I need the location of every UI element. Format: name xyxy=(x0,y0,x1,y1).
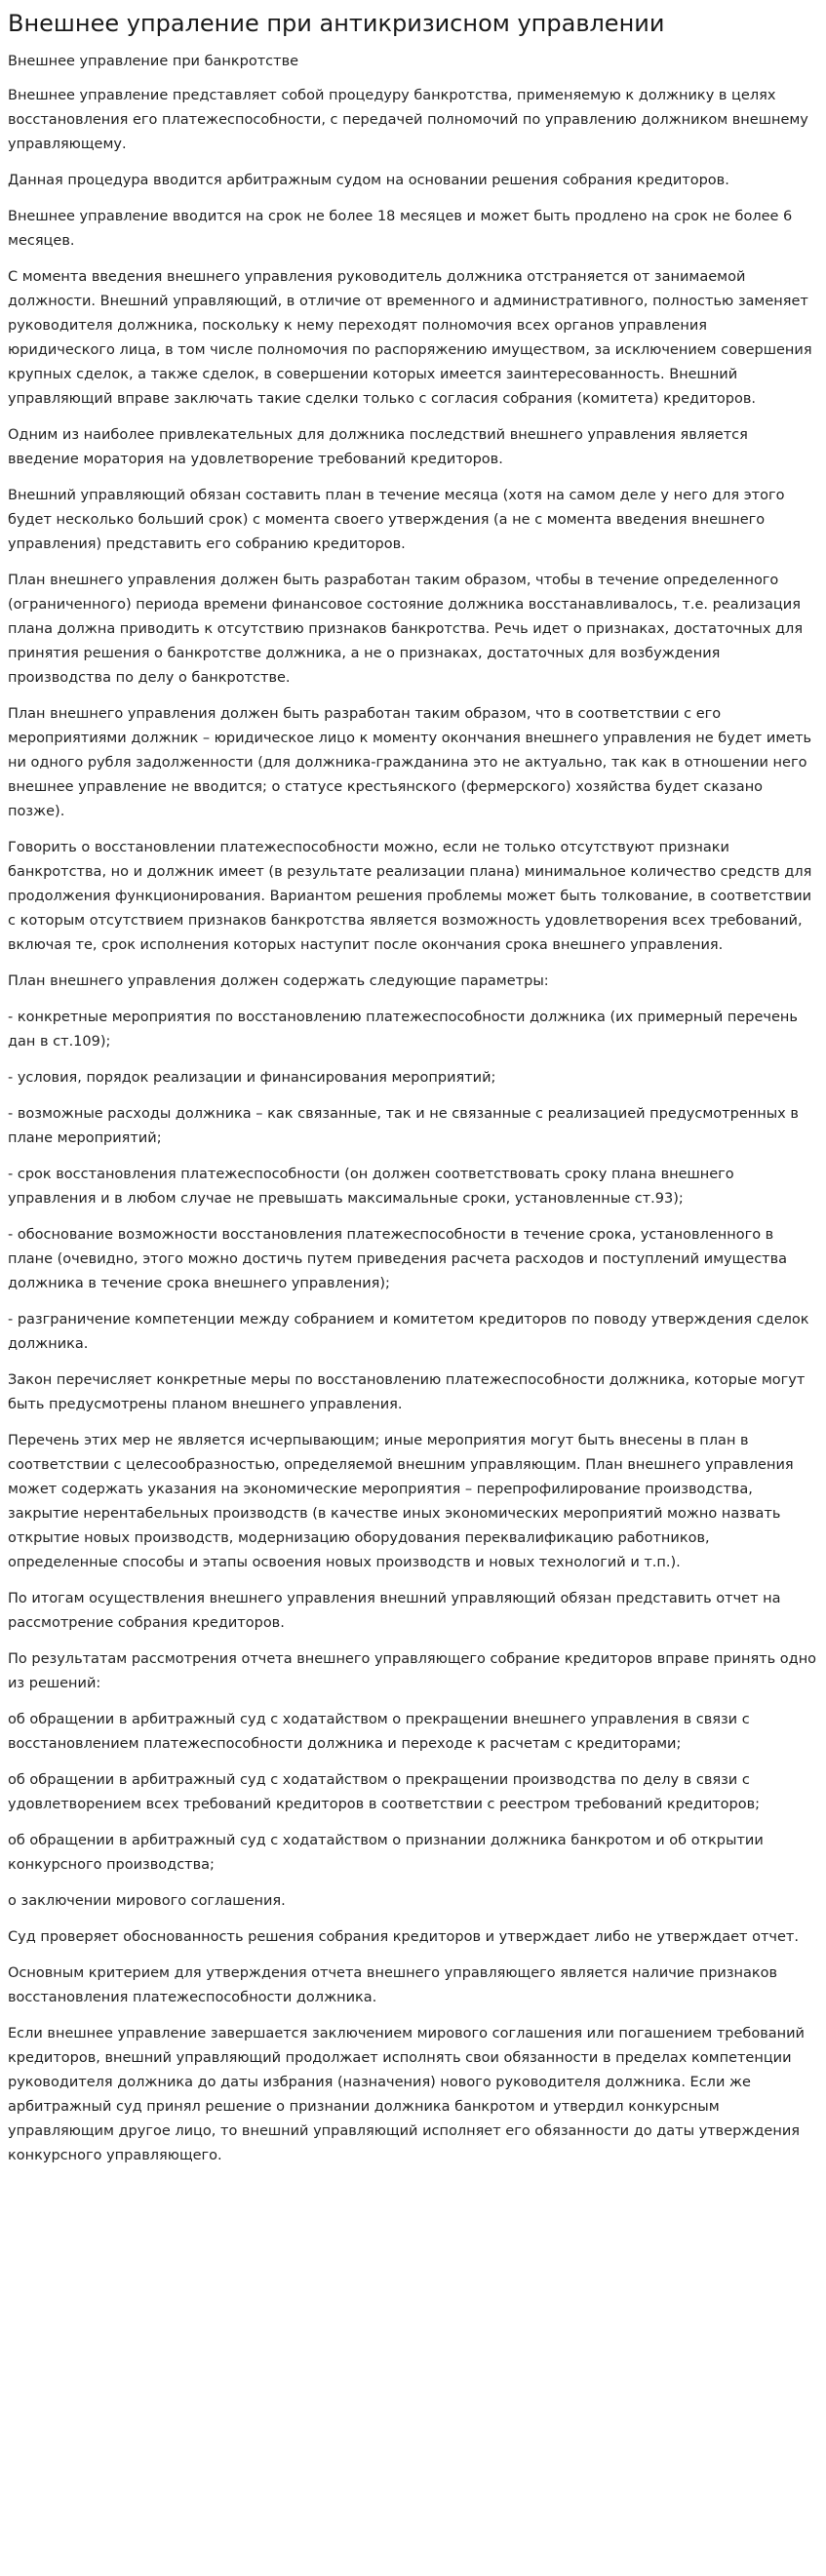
paragraph: Основным критерием для утверждения отчета внешнего управляющего является наличие признаков восстановления платежеспособности должника. xyxy=(8,1965,778,2005)
paragraph: - обоснование возможности восстановления платежеспособности в течение срока, установленного в плане (очевидно, этого можно достичь путем приведения расчета расходов и поступлений имущества должника в течение срока внешнего управления); xyxy=(8,1227,788,1291)
paragraph: Внешний управляющий обязан составить план в течение месяца (хотя на самом деле у него для этого будет несколько больший срок) с момента своего утверждения (а не с момента введения внешнего управления) представить его собранию кредиторов. xyxy=(8,488,785,552)
paragraph: - конкретные мероприятия по восстановлению платежеспособности должника (их примерный перечень дан в ст.109); xyxy=(8,1010,798,1050)
paragraph: План внешнего управления должен содержать следующие параметры: xyxy=(8,973,549,989)
paragraph: Одним из наиболее привлекательных для должника последствий внешнего управления является введение моратория на удовлетворение требований кредиторов. xyxy=(8,427,748,467)
paragraph: - возможные расходы должника – как связанные, так и не связанные с реализацией предусмотренных в плане мероприятий; xyxy=(8,1106,799,1146)
paragraph: Если внешнее управление завершается заключением мирового соглашения или погашением требований кредиторов, внешний управляющий продолжает исполнять свои обязанности в пределах компетенции руководителя должника до даты избрания (назначения) нового руководителя должника. Если же арбитражный суд принял решение о признании должника банкротом и утвердил конкурсным управляющим другое лицо, то внешний управляющий исполняет его обязанности до даты утверждения конкурсного управляющего. xyxy=(8,2026,805,2163)
paragraph: Внешнее управление представляет собой процедуру банкротства, применяемую к должнику в целях восстановления его платежеспособности, с передачей полномочий по управлению должником внешнему управляющему. xyxy=(8,88,808,152)
paragraph: об обращении в арбитражный суд с ходатайством о признании должника банкротом и об открытии конкурсного производства; xyxy=(8,1833,764,1873)
paragraph: об обращении в арбитражный суд с ходатайством о прекращении внешнего управления в связи с восстановлением платежеспособности должника и переходе к расчетам с кредиторами; xyxy=(8,1712,750,1752)
paragraph: Данная процедура вводится арбитражным судом на основании решения собрания кредиторов. xyxy=(8,173,729,188)
paragraph: Говорить о восстановлении платежеспособности можно, если не только отсутствуют признаки банкротства, но и должник имеет (в результате реализации плана) минимальное количество средств для продолжения функционирования. Вариантом решения проблемы может быть толкование, в соответствии с которым отсутствием признаков банкротства является возможность удовлетворения всех требований, включая те, срок исполнения которых наступит после окончания срока внешнего управления. xyxy=(8,840,812,953)
article-subtitle: Внешнее управление при банкротстве xyxy=(8,54,299,69)
paragraph: Закон перечисляет конкретные меры по восстановлению платежеспособности должника, которые могут быть предусмотрены планом внешнего управления. xyxy=(8,1372,806,1412)
paragraph: о заключении мирового соглашения. xyxy=(8,1893,286,1909)
paragraph: Суд проверяет обоснованность решения собрания кредиторов и утверждает либо не утверждает отчет. xyxy=(8,1929,799,1945)
article-body xyxy=(8,84,818,2168)
paragraph: Внешнее управление вводится на срок не более 18 месяцев и может быть продлено на срок не более 6 месяцев. xyxy=(8,209,793,249)
paragraph: об обращении в арбитражный суд с ходатайством о прекращении производства по делу в связи с удовлетворением всех требований кредиторов в соответствии с реестром требований кредиторов; xyxy=(8,1772,761,1812)
paragraph: План внешнего управления должен быть разработан таким образом, чтобы в течение определенного (ограниченного) периода времени финансовое состояние должника восстанавливалось, т.е. реализация плана должна приводить к отсутствию признаков банкротства. Речь идет о признаках, достаточных для принятия решения о банкротстве должника, а не о признаках, достаточных для возбуждения производства по делу о банкротстве. xyxy=(8,573,804,686)
paragraph: Перечень этих мер не является исчерпывающим; иные мероприятия могут быть внесены в план в соответствии с целесообразностью, определяемой внешним управляющим. План внешнего управления может содержать указания на экономические мероприятия – перепрофилирование производства, закрытие нерентабельных производств (в качестве иных экономических мероприятий можно назвать открытие новых производств, модернизацию оборудования переквалификацию работников, определенные способы и этапы освоения новых производств и новых технологий и т.п.). xyxy=(8,1433,794,1570)
paragraph: По итогам осуществления внешнего управления внешний управляющий обязан представить отчет на рассмотрение собрания кредиторов. xyxy=(8,1591,781,1631)
paragraph: - условия, порядок реализации и финансирования мероприятий; xyxy=(8,1070,496,1086)
page-title: Внешнее упраление при антикризисном управлении xyxy=(8,10,665,37)
paragraph: По результатам рассмотрения отчета внешнего управляющего собрание кредиторов вправе принять одно из решений: xyxy=(8,1651,817,1691)
paragraph: - разграничение компетенции между собранием и комитетом кредиторов по поводу утверждения сделок должника. xyxy=(8,1312,809,1352)
paragraph: План внешнего управления должен быть разработан таким образом, что в соответствии с его мероприятиями должник – юридическое лицо к моменту окончания внешнего управления не будет иметь ни одного рубля задолженности (для должника-гражданина это не актуально, так как в отношении него внешнее управление не вводится; о статусе крестьянского (фермерского) хозяйства будет сказано позже). xyxy=(8,706,812,819)
paragraph: - срок восстановления платежеспособности (он должен соответствовать сроку плана внешнего управления и в любом случае не превышать максимальные сроки, установленные ст.93); xyxy=(8,1167,734,1207)
paragraph: С момента введения внешнего управления руководитель должника отстраняется от занимаемой должности. Внешний управляющий, в отличие от временного и административного, полностью заменяет руководителя должника, поскольку к нему переходят полномочия всех органов управления юридического лица, в том числе полномочия по распоряжению имуществом, за исключением совершения крупных сделок, а также сделок, в совершении которых имеется заинтересованность. Внешний управляющий вправе заключать такие сделки только с согласия собрания (комитета) кредиторов. xyxy=(8,269,812,407)
